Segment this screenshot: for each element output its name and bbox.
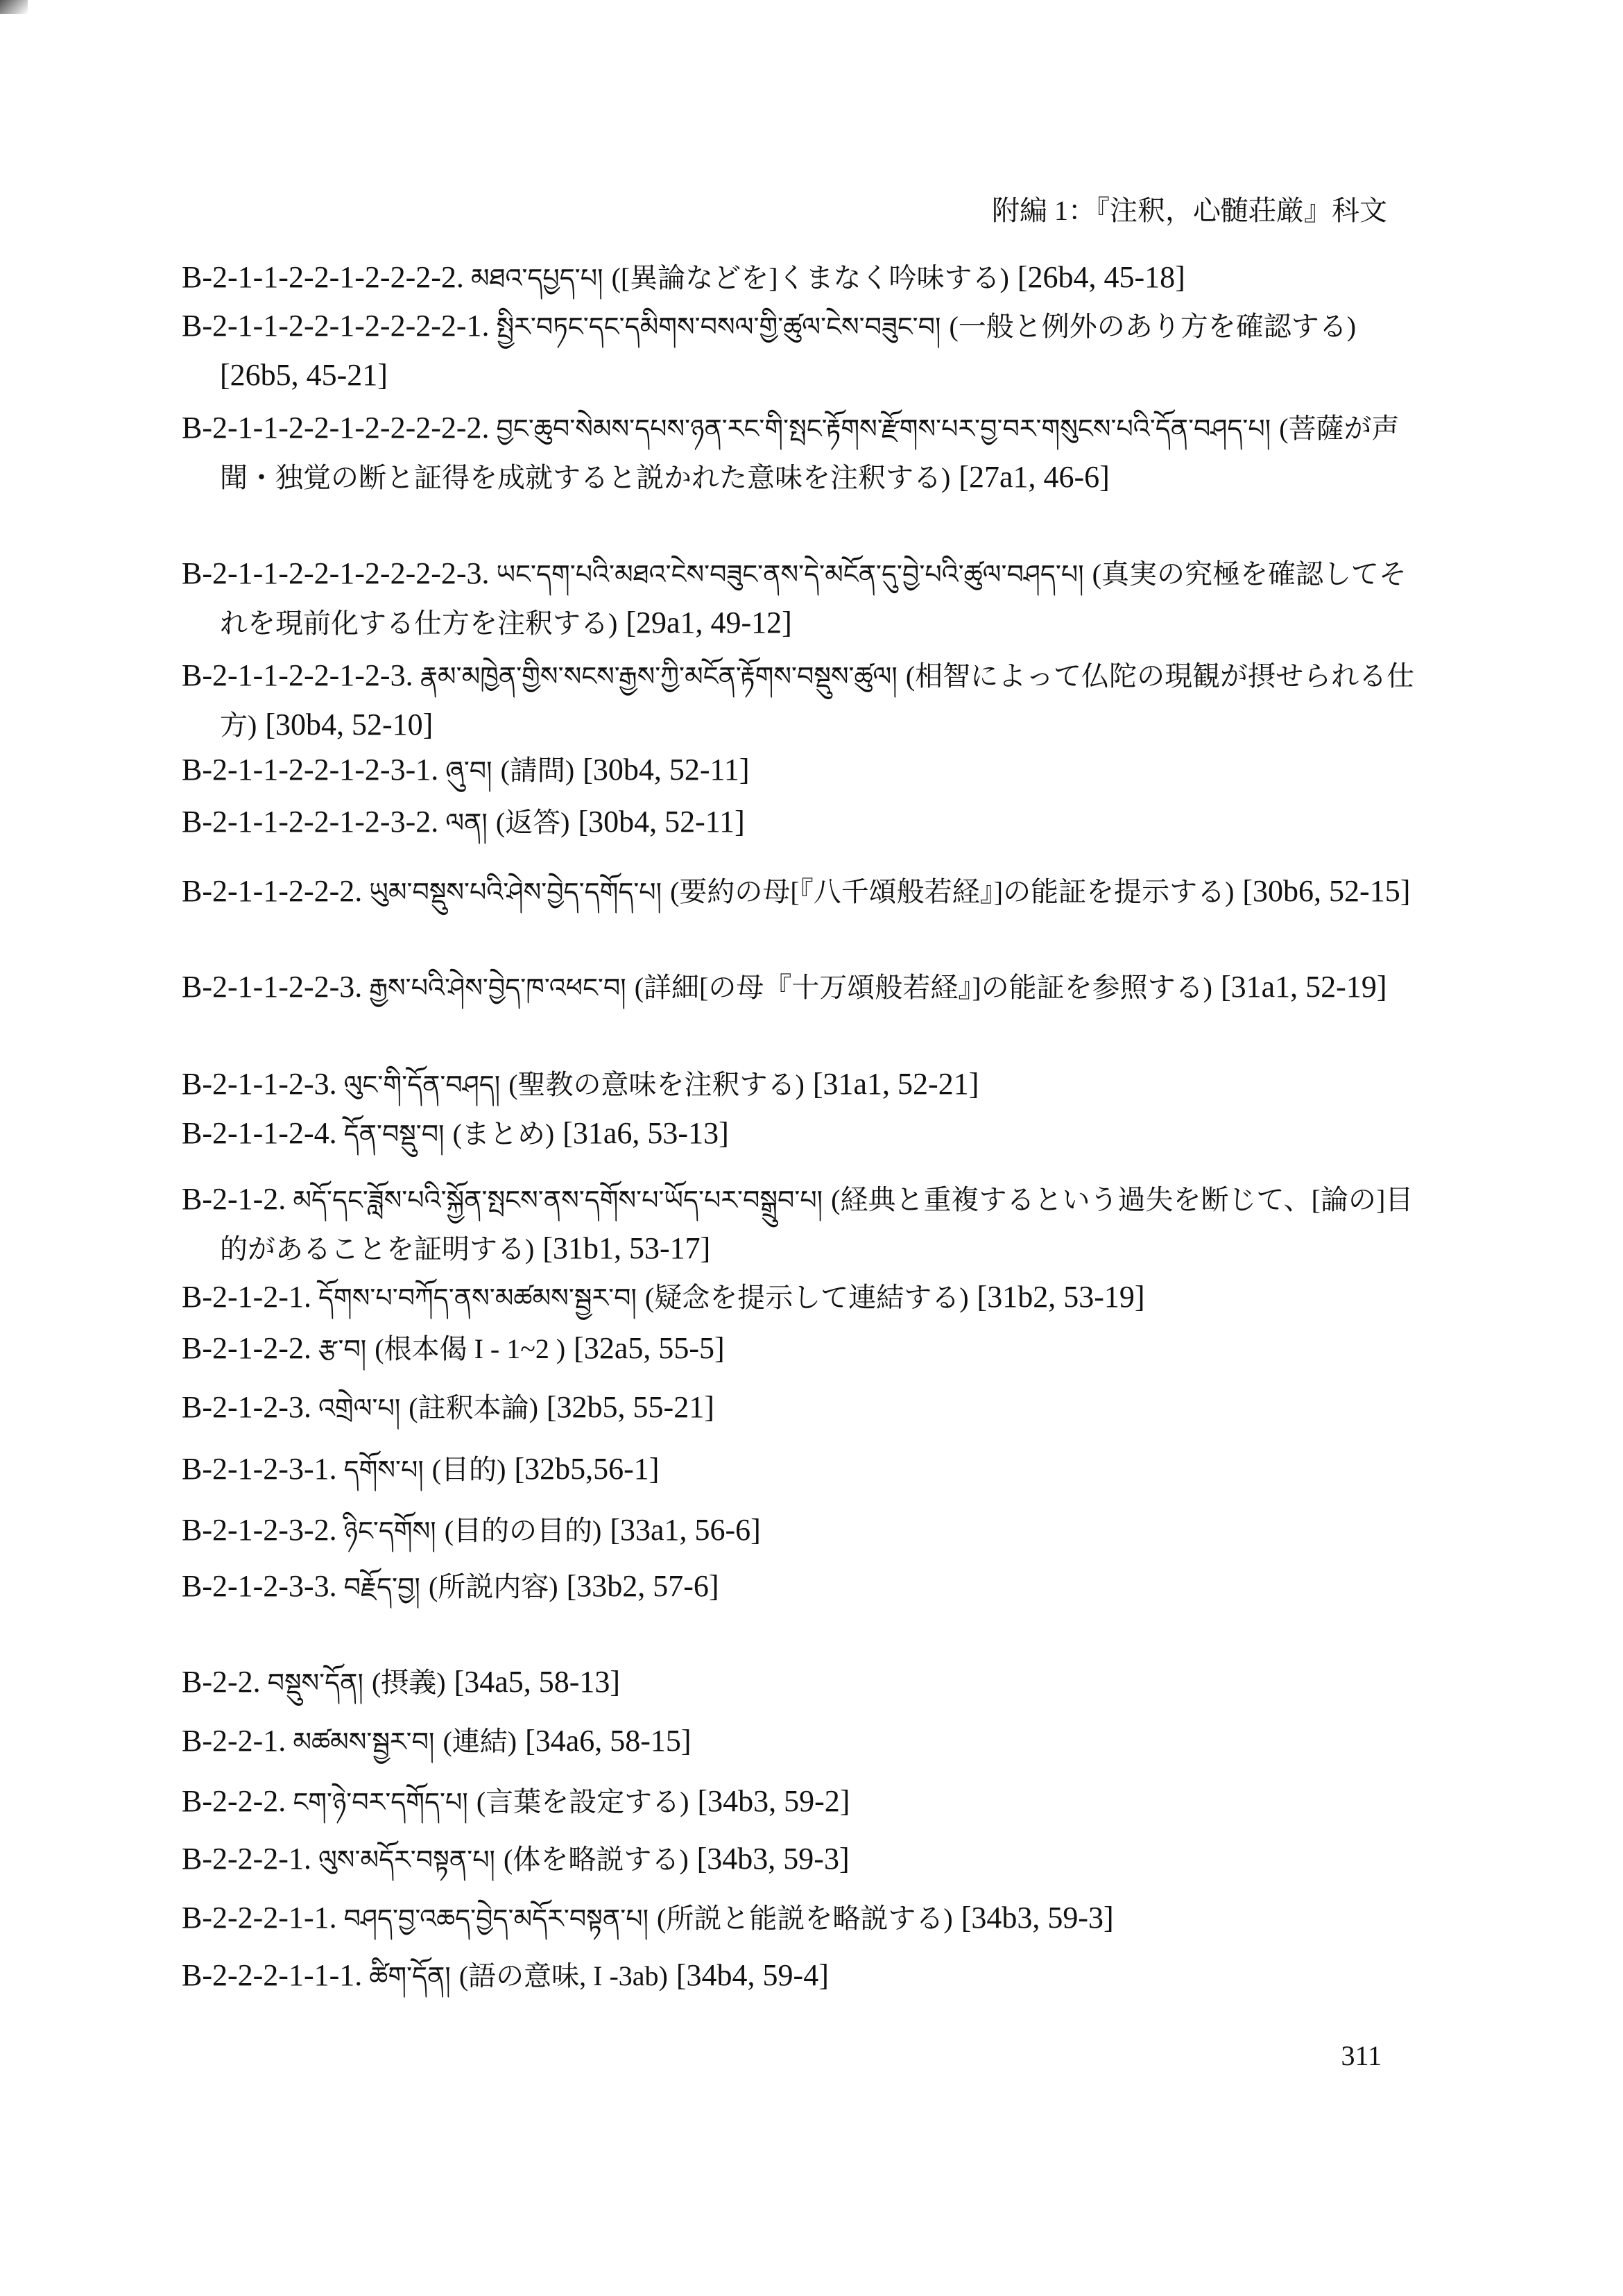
folio-reference: [26b4, 45-18] — [1017, 260, 1185, 294]
japanese-gloss: ([異論などを]くまなく吟味する) — [611, 262, 1009, 293]
outline-entry — [182, 1383, 1427, 1432]
folio-reference: [30b4, 52-11] — [578, 805, 745, 839]
folio-reference: [31a6, 53-13] — [563, 1116, 729, 1150]
japanese-gloss: (目的) — [431, 1454, 506, 1485]
outline-entry — [182, 302, 1427, 400]
outline-entry — [182, 1445, 1427, 1494]
japanese-gloss: (疑念を提示して連結する) — [644, 1282, 969, 1313]
outline-entry — [182, 1562, 1427, 1611]
outline-entry — [182, 1324, 1427, 1373]
entry-number: B-2-1-1-2-2-1-2-2-2-2-1. — [182, 309, 490, 343]
folio-reference: [32b5,56-1] — [514, 1452, 660, 1486]
japanese-gloss: (摂義) — [371, 1667, 446, 1698]
folio-reference: [34a6, 58-15] — [525, 1724, 692, 1758]
japanese-gloss: (真実の究極を確認してそれを現前化する仕方を注釈する) — [220, 558, 1407, 639]
japanese-gloss: (聖教の意味を注釈する) — [508, 1069, 805, 1100]
folio-reference: [31a1, 52-21] — [812, 1067, 979, 1101]
entry-number: B-2-2-2-1-1-1. — [182, 1958, 363, 1992]
japanese-gloss: (言葉を設定する) — [476, 1786, 689, 1817]
outline-entry — [182, 1658, 1427, 1707]
entry-number: B-2-1-1-2-2-1-2-2-2-2-3. — [182, 556, 490, 590]
folio-reference: [31b2, 53-19] — [977, 1280, 1145, 1314]
japanese-gloss: (一般と例外のあり方を確認する) — [949, 311, 1357, 342]
entry-number: B-2-2-2. — [182, 1784, 286, 1818]
folio-reference: [33b2, 57-6] — [566, 1569, 719, 1603]
folio-reference: [34b3, 59-2] — [697, 1784, 850, 1818]
tibetan-heading: ལུས་མདོར་བསྟན་པ། — [318, 1844, 495, 1875]
tibetan-heading: མདོ་དང་ཟློས་པའི་སྐྱོན་སྤངས་ནས་དགོས་པ་ཡོད་པར་བསྒྲུབ་པ། — [293, 1185, 823, 1215]
outline-entry — [182, 651, 1427, 750]
japanese-gloss: (要約の母[『八千頌般若経』]の能証を提示する) — [670, 876, 1235, 907]
outline-entry — [182, 1273, 1427, 1322]
japanese-gloss: (所説と能説を略説する) — [657, 1903, 953, 1934]
entry-number: B-2-2-2-1-1. — [182, 1901, 337, 1935]
japanese-gloss: (註釈本論) — [409, 1392, 538, 1423]
entry-number: B-2-1-1-2-2-1-2-3. — [182, 658, 413, 692]
japanese-gloss: (菩薩が声聞・独覚の断と証得を成就すると説かれた意味を注釈する) — [220, 413, 1400, 493]
tibetan-heading: འགྲེལ་པ། — [318, 1393, 401, 1423]
outline-entry — [182, 1109, 1427, 1158]
entry-number: B-2-2-2-1. — [182, 1842, 311, 1876]
japanese-gloss: (根本偈 I - 1~2 ) — [375, 1333, 566, 1364]
entry-number: B-2-1-2-3-3. — [182, 1569, 337, 1603]
entry-number: B-2-2. — [182, 1665, 261, 1699]
tibetan-heading: བཤད་བྱ་འཆད་བྱེད་མདོར་བསྟན་པ། — [343, 1903, 649, 1934]
scan-artifact — [0, 0, 28, 14]
outline-entry — [182, 549, 1427, 648]
folio-reference: [31a1, 52-19] — [1220, 970, 1387, 1004]
entry-number: B-2-1-1-2-2-3. — [182, 970, 363, 1004]
tibetan-heading: ཡང་དག་པའི་མཐའ་ངེས་བཟུང་ནས་དེ་མངོན་དུ་བྱེ་པའི་ཚུལ་བཤད་པ། — [496, 559, 1084, 590]
outline-entry — [182, 1717, 1427, 1766]
tibetan-heading: ཡུམ་བསྡུས་པའི་ཤེས་བྱེད་དགོད་པ། — [369, 877, 662, 907]
tibetan-heading: ཚིག་དོན། — [369, 1961, 451, 1991]
entry-number: B-2-1-2-1. — [182, 1280, 311, 1314]
japanese-gloss: (語の意味, I -3ab) — [458, 1960, 668, 1991]
entry-number: B-2-1-1-2-2-1-2-3-2. — [182, 805, 439, 839]
japanese-gloss: (経典と重複するという過失を断じて、[論の]目的があることを証明する) — [220, 1184, 1414, 1265]
folio-reference: [34a5, 58-13] — [454, 1665, 621, 1699]
tibetan-heading: རྒྱས་པའི་ཤེས་བྱེད་ཁ་འཕང་བ། — [369, 973, 626, 1003]
tibetan-heading: མཐའ་དཔྱད་པ། — [470, 263, 603, 293]
japanese-gloss: (所説内容) — [428, 1571, 558, 1602]
folio-reference: [30b4, 52-11] — [583, 753, 750, 787]
outline-entry — [182, 798, 1427, 847]
folio-reference: [27a1, 46-6] — [959, 460, 1110, 494]
outline-entry — [182, 963, 1427, 1012]
running-header: 附編 1：『注釈，心髄荘厳』科文 — [992, 195, 1387, 226]
entry-number: B-2-1-2-2. — [182, 1331, 311, 1365]
japanese-gloss: (まとめ) — [452, 1118, 555, 1149]
outline-entry — [182, 1506, 1427, 1555]
japanese-gloss: (目的の目的) — [444, 1515, 602, 1546]
tibetan-heading: ལུང་གི་དོན་བཤད། — [343, 1070, 501, 1100]
tibetan-heading: ལན། — [445, 807, 488, 838]
entry-number: B-2-2-1. — [182, 1724, 286, 1758]
tibetan-heading: དགོས་པ། — [343, 1455, 424, 1485]
japanese-gloss: (返答) — [495, 807, 570, 838]
japanese-gloss: (詳細[の母『十万頌般若経』]の能証を参照する) — [634, 972, 1212, 1003]
tibetan-heading: བརྗོད་བྱ། — [343, 1572, 420, 1602]
folio-reference: [34b3, 59-3] — [696, 1842, 850, 1876]
tibetan-heading: ཞུ་བ། — [445, 755, 492, 786]
folio-reference: [31b1, 53-17] — [542, 1231, 711, 1265]
entry-number: B-2-1-1-2-2-1-2-2-2-2-2. — [182, 411, 490, 445]
japanese-gloss: (請問) — [500, 755, 575, 786]
folio-reference: [34b3, 59-3] — [961, 1901, 1114, 1935]
tibetan-heading: དོགས་པ་བཀོད་ནས་མཚམས་སྦྱར་བ། — [318, 1283, 637, 1313]
folio-reference: [34b4, 59-4] — [676, 1958, 829, 1992]
outline-entry — [182, 1777, 1427, 1826]
entry-number: B-2-1-1-2-2-2. — [182, 874, 363, 908]
entry-number: B-2-1-2-3-1. — [182, 1452, 337, 1486]
tibetan-heading: རྩ་བ། — [318, 1334, 367, 1364]
outline-entry — [182, 253, 1427, 302]
entry-number: B-2-1-1-2-3. — [182, 1067, 337, 1101]
outline-entry — [182, 1951, 1427, 2001]
entry-number: B-2-1-1-2-4. — [182, 1116, 337, 1150]
japanese-gloss: (連結) — [443, 1726, 517, 1757]
folio-reference: [32b5, 55-21] — [546, 1390, 714, 1424]
outline-entry — [182, 1835, 1427, 1884]
folio-reference: [30b6, 52-15] — [1242, 874, 1411, 908]
tibetan-heading: བསྡུས་དོན། — [267, 1668, 363, 1698]
tibetan-heading: སྤྱིར་བཏང་དང་དམིགས་བསལ་གྱི་ཚུལ་ངེས་བཟུང་བ། — [496, 311, 941, 342]
entry-number: B-2-1-2. — [182, 1182, 286, 1216]
page-number: 311 — [1341, 2040, 1382, 2071]
folio-reference: [26b5, 45-21] — [220, 358, 388, 392]
tibetan-heading: ངག་ཉེ་བར་དགོད་པ། — [293, 1787, 468, 1817]
folio-reference: [29a1, 49-12] — [626, 606, 792, 640]
entry-number: B-2-1-2-3. — [182, 1390, 311, 1424]
tibetan-heading: རྣམ་མཁྱེན་གྱིས་སངས་རྒྱས་ཀྱི་མངོན་རྟོགས་བསྡུས་ཚུལ། — [420, 661, 898, 692]
entry-number: B-2-1-2-3-2. — [182, 1513, 337, 1547]
outline-entry — [182, 1060, 1427, 1109]
folio-reference: [33a1, 56-6] — [610, 1513, 761, 1547]
outline-entry — [182, 1175, 1427, 1274]
outline-entry — [182, 746, 1427, 795]
outline-entry — [182, 404, 1427, 502]
tibetan-heading: མཚམས་སྦྱར་བ། — [293, 1727, 435, 1757]
outline-entry — [182, 867, 1427, 916]
tibetan-heading: དོན་བསྡུ་བ། — [343, 1119, 445, 1149]
outline-entry — [182, 1894, 1427, 1943]
japanese-gloss: (体を略説する) — [504, 1844, 689, 1875]
tibetan-heading: བྱང་ཆུབ་སེམས་དཔས་ཉན་རང་གི་སྤང་རྟོགས་རྫོགས་པར་བྱ་བར་གསུངས་པའི་དོན་བཤད་པ། — [496, 413, 1271, 444]
entry-number: B-2-1-1-2-2-1-2-2-2-2. — [182, 260, 464, 294]
folio-reference: [32a5, 55-5] — [574, 1331, 725, 1365]
tibetan-heading: ཉིང་དགོས། — [343, 1516, 436, 1546]
folio-reference: [30b4, 52-10] — [265, 708, 433, 742]
entry-number: B-2-1-1-2-2-1-2-3-1. — [182, 753, 439, 787]
japanese-gloss: (相智によって仏陀の現観が摂せられる仕方) — [220, 660, 1415, 741]
